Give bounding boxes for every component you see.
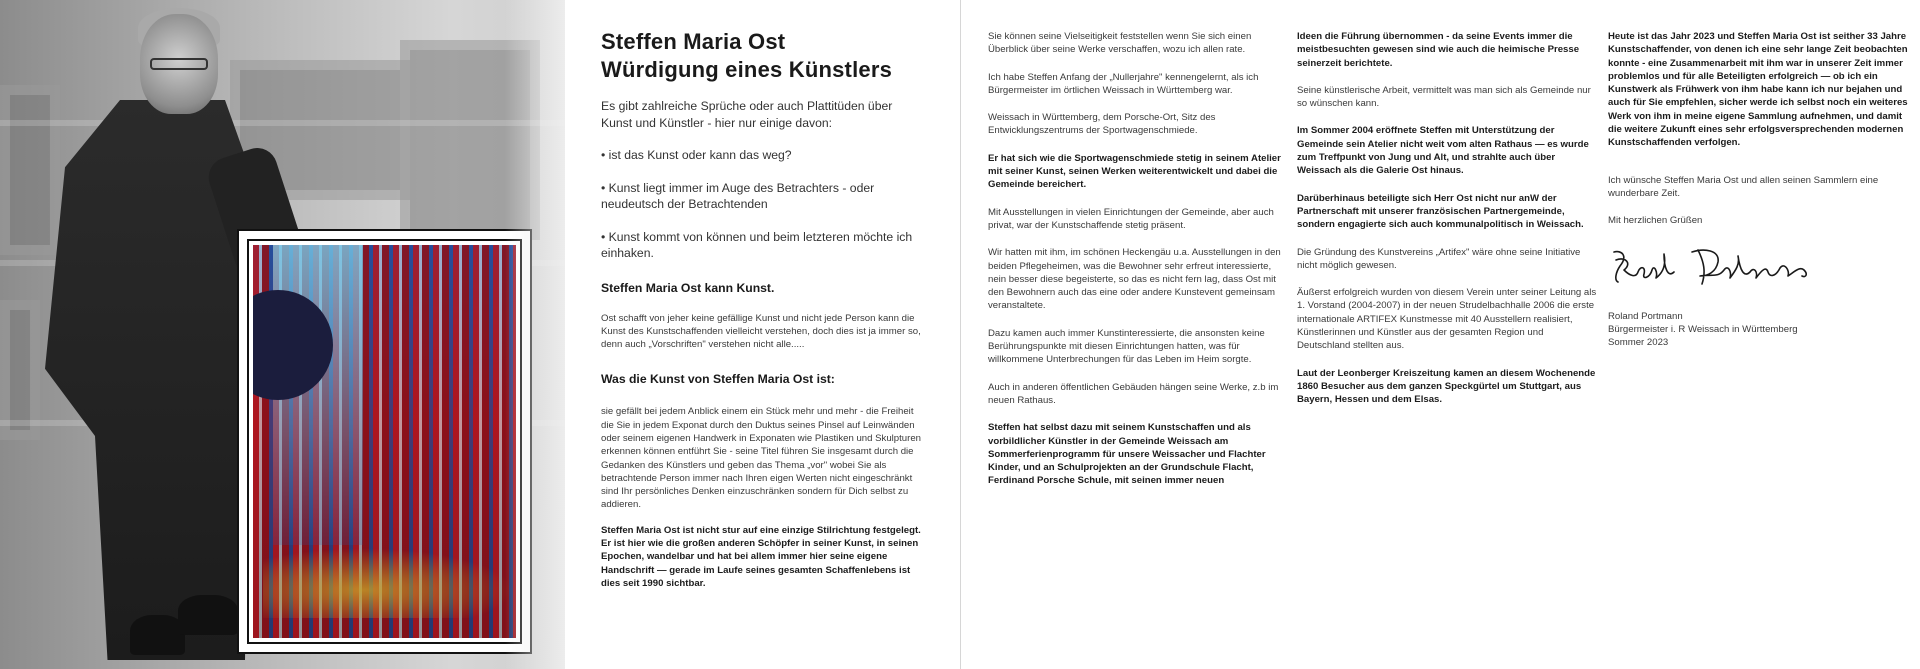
signer-date: Sommer 2023: [1608, 337, 1669, 349]
section-heading: Steffen Maria Ost kann Kunst.: [601, 280, 775, 295]
signer-role: Bürgermeister i. R Weissach in Württemberg: [1608, 323, 1798, 335]
paragraph: Mit Ausstellungen in vielen Einrichtungen der Gemeinde, aber auch privat, war der Kunstschaffende stetig präsent.: [988, 206, 1274, 231]
artist-photo: [0, 0, 565, 669]
intro-text: Es gibt zahlreiche Sprüche oder auch Plattitüden über Kunst und Künstler - hier nur einige davon:: [601, 99, 893, 130]
background-frame: [0, 300, 40, 440]
paragraph: Die Gründung des Kunstvereins „Artifex" wäre ohne seine Initiative nicht möglich gewesen.: [1297, 246, 1581, 271]
paragraph: Weissach in Württemberg, dem Porsche-Ort, Sitz des Entwicklungszentrums der Sportwagenschmiede.: [988, 112, 1216, 137]
handwritten-signature: [1608, 242, 1818, 294]
page-title-line-1: Steffen Maria Ost: [601, 29, 786, 54]
paragraph: Dazu kamen auch immer Kunstinteressierte, die ansonsten keine Berührungspunkte mit diesen Einrichtungen hatten, was für willkommene Unterbrechungen für das Leben im Heim sorgte.: [988, 327, 1265, 366]
column-4: [1608, 30, 1908, 349]
paragraph-bold: Steffen Maria Ost ist nicht stur auf eine einzige Stilrichtung festgelegt. Er ist hier wie die großen anderen Schöpfer in seiner Kunst, in seinen Epochen, wandelbar und hat bei allem immer hier seine eigene Handschrift — gerade im Laufe seines gesamten Schaffenlebens ist dies seit 1990 sichtbar.: [601, 524, 921, 589]
paragraph: Wir hatten mit ihm, im schönen Heckengäu u.a. Ausstellungen in den beiden Pflegeheimen, was die Bewohner sehr erfreut interessierte, nein besser diese begeisterte, so das es nicht fern lag, dass Ost mit den Bewohnern auch das eine oder andere Kunstevent gemeinsam veranstaltete.: [988, 247, 1281, 312]
paragraph: Seine künstlerische Arbeit, vermittelt was man sich als Gemeinde nur so wünschen kann.: [1297, 84, 1591, 110]
paragraph-bold: Ideen die Führung übernommen - da seine Events immer die meistbesuchten gewesen sind wie auch die heimische Presse seinerzeit berichtete.: [1297, 31, 1580, 69]
closing-text: Mit herzlichen Grüßen: [1608, 215, 1703, 227]
background-frame: [0, 85, 60, 255]
page-spine: [960, 0, 961, 669]
section-heading: Was die Kunst von Steffen Maria Ost ist:: [601, 372, 835, 387]
paragraph: Sie können seine Vielseitigkeit feststellen wenn Sie sich einen Überblick über seine Werke verschaffen, wozu ich allen rate.: [988, 31, 1252, 56]
paragraph: Ich habe Steffen Anfang der „Nullerjahre" kennengelernt, als ich Bürgermeister im örtlichen Weissach in Württemberg war.: [988, 71, 1259, 96]
paragraph: Äußerst erfolgreich wurden von diesem Verein unter seiner Leitung als 1. Vorstand (2004-2007) in der neuen Strudelbachhalle 2006 die erste internationale ARTIFEX Kunstmesse mit 40 Ausstellern realisiert, Künstlerinnen und Künstler aus der gesamten Region und Deutschland stellten aus.: [1297, 287, 1597, 352]
column-2: [988, 30, 1288, 488]
signer-name: Roland Portmann: [1608, 310, 1683, 322]
paragraph: Auch in anderen öffentlichen Gebäuden hängen seine Werke, z.b im neuen Rathaus.: [988, 381, 1279, 406]
paragraph-bold: Darüberhinaus beteiligte sich Herr Ost nicht nur anW der Partnerschaft mit unserer französischen Partnergemeinde, sondern engagierte sich auch kommunalpolitisch in Weissach.: [1297, 192, 1584, 231]
paragraph: Ost schafft von jeher keine gefällige Kunst und nicht jede Person kann die Kunst des Kunstschaffenden vielleicht verstehen, doch dies ist ja immer so, denn auch „Vorschriften" verstehen nicht alle.....: [601, 312, 921, 351]
bullet-item: • ist das Kunst oder kann das weg?: [601, 148, 792, 162]
bullet-item: • Kunst kommt von können und beim letzteren möchte ich einhaken.: [601, 229, 913, 260]
page-title-line-2: Würdigung eines Künstlers: [601, 57, 893, 82]
left-page-text: [601, 28, 923, 590]
framed-painting: [237, 229, 532, 654]
paragraph-bold: Im Sommer 2004 eröffnete Steffen mit Unterstützung der Gemeinde sein Atelier nicht weit vom alten Rathaus — es wurde zum Treffpunkt von Jung und Alt, und strahlte auch über Weissach als die Galerie Ost hinaus.: [1297, 125, 1589, 177]
paragraph-bold: Er hat sich wie die Sportwagenschmiede stetig in seinem Atelier mit seiner Kunst, seinen Werken weiterentwickelt und dabei die Gemeinde bereichert.: [988, 152, 1281, 191]
paragraph: Ich wünsche Steffen Maria Ost und allen seinen Sammlern eine wunderbare Zeit.: [1608, 174, 1879, 199]
paragraph-bold: Steffen hat selbst dazu mit seinem Kunstschaffen und als vorbildlicher Künstler in der Gemeinde Weissach am Sommerferienprogramm für unsere Weissacher und Flachter Kinder, und an Schulprojekten an der Grundschule Flacht, Ferdinand Porsche Schule, mit seinen immer neuen: [988, 422, 1266, 487]
column-3: [1297, 30, 1597, 407]
bullet-item: • Kunst liegt immer im Auge des Betrachters - oder neudeutsch der Betrachtenden: [601, 180, 875, 211]
abstract-painting: [253, 245, 516, 638]
paragraph-bold: Laut der Leonberger Kreiszeitung kamen an diesem Wochenende 1860 Besucher aus dem ganzen Speckgürtel um Stuttgart, aus Bayern, Hessen und dem Elsas.: [1297, 367, 1596, 406]
paragraph: sie gefällt bei jedem Anblick einem ein Stück mehr und mehr - die Freiheit die Sie in jedem Exponat durch den Duktus seines Pinsel auf Leinwänden oder seinem eigenen Handwerk in Exponaten wie Plastiken und Skulpturen erkennen können entführt Sie - seine Titel führen Sie insgesamt durch die Gedanken des Künstlers und geben das Thema „vor" wobei Sie als betrachtende Person immer nach Ihren eigen Werten nicht eingeschränkt sind Ihr persönliches Denken einzuschränken sondern für Dich selbst zu addieren.: [601, 406, 921, 511]
paragraph-bold: Heute ist das Jahr 2023 und Steffen Maria Ost ist seither 33 Jahre Kunstschaffender, von denen ich eine sehr lange Zeit beobachten konnte - eine Zusammenarbeit mit ihm war in unserer Zeit immer problemlos und für alle Beteiligten erfolgreich — ob ich ein Kunstwerk als Frühwerk von ihm habe kann ich nur bejahen und auch für Sie empfehlen, sicher werde ich selbst noch ein weiteres Werk von ihm in meine eigene Sammlung aufnehmen, und damit die weitere Zukunft eines sehr erfolgsversprechenden modernen Kunstschaffenden verfolgen.: [1608, 31, 1908, 149]
